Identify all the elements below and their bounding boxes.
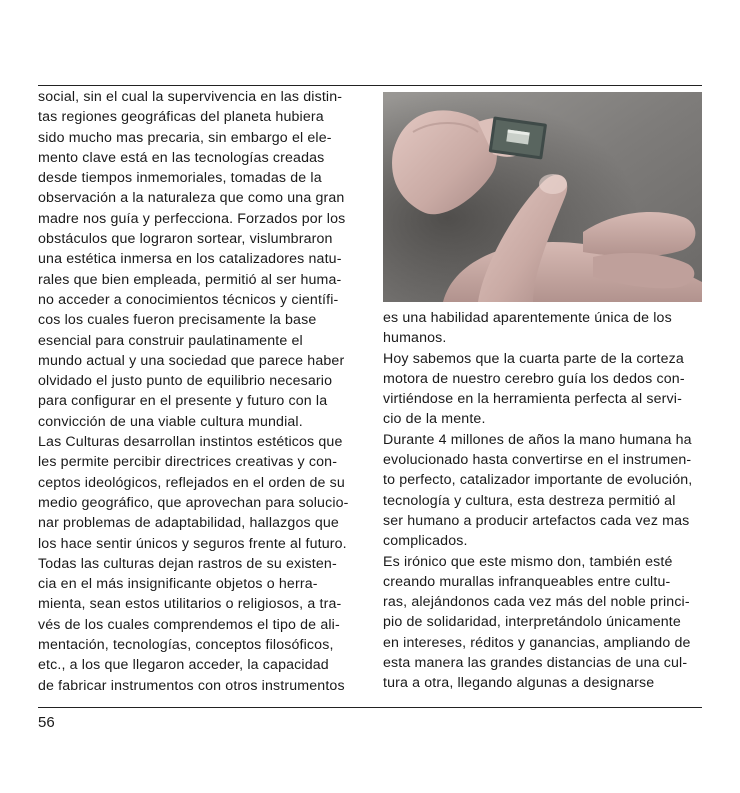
text-line: pio de solidaridad, interpretándolo únicamente [383, 614, 681, 631]
text-line: complicados. [383, 533, 468, 550]
text-line: de fabricar instrumentos con otros instrumentos [38, 677, 345, 694]
text-line: los hace sentir únicos y seguros frente al futuro. [38, 535, 347, 552]
text-line: tecnología y cultura, esta destreza permitió al [383, 492, 676, 509]
left-text-column [38, 87, 368, 696]
text-line: to perfecto, catalizador importante de evolución, [383, 472, 693, 489]
text-line: una estética inmersa en los catalizadores natu- [38, 251, 342, 268]
text-line: ceptos ideológicos, reflejados en el orden de su [38, 474, 345, 491]
text-line: etc., a los que llegaron acceder, la capacidad [38, 657, 329, 674]
text-line: no acceder a conocimientos técnicos y científi- [38, 291, 339, 308]
text-line: convicción de una viable cultura mundial. [38, 413, 303, 430]
text-line: creando murallas infranqueables entre cultu- [383, 573, 671, 590]
text-line: nar problemas de adaptabilidad, hallazgos que [38, 515, 339, 532]
paragraph [38, 554, 368, 696]
text-line: social, sin el cual la supervivencia en las distin- [38, 89, 343, 105]
paragraph [383, 552, 703, 694]
text-line: tura a otra, llegando algunas a designarse [383, 675, 655, 692]
paragraph [38, 87, 368, 432]
text-line: madre nos guía y perfecciona. Forzados por los [38, 210, 346, 227]
paragraph [383, 430, 703, 552]
text-line: cia en el más insignificante objetos o herra- [38, 576, 318, 593]
text-line: rales que bien empleada, permitió al ser huma- [38, 271, 342, 288]
text-line: cio de la mente. [383, 411, 486, 428]
text-line: evolucionado hasta convertirse en el instrumen- [383, 452, 692, 469]
text-line: desde tiempos inmemoriales, tomadas de la [38, 170, 322, 187]
text-line: mienta, sean estos utilitarios o religiosos, a tra- [38, 596, 342, 613]
text-line: Las Culturas desarrollan instintos estéticos que [38, 434, 343, 451]
text-line: sido mucho mas precaria, sin embargo el ele- [38, 129, 332, 146]
text-line: motora de nuestro cerebro guía los dedos con- [383, 370, 685, 387]
text-line: es una habilidad aparentemente única de los [383, 310, 672, 326]
text-line: Todas las culturas dejan rastros de su existen- [38, 555, 337, 572]
text-line: mentación, tecnologías, conceptos filosóficos, [38, 637, 334, 654]
text-line: para configurar en el presente y futuro con la [38, 393, 328, 410]
text-line: humanos. [383, 330, 447, 347]
text-line: ras, alejándonos cada vez más del noble princi- [383, 594, 690, 611]
bottom-rule [38, 707, 702, 708]
page-number: 56 [38, 714, 55, 731]
text-line: les permite percibir directrices creativas y con- [38, 454, 338, 471]
photo-illustration [383, 92, 702, 302]
text-line: mento clave está en las tecnologías creadas [38, 149, 325, 166]
text-line: virtiéndose en la herramienta perfecta al servi- [383, 391, 682, 408]
hand-holding-microchip-photo [383, 92, 702, 302]
top-rule [38, 85, 702, 86]
text-line: tas regiones geográficas del planeta hubiera [38, 109, 324, 126]
paragraph [383, 308, 703, 349]
text-line: ser humano a producir artefactos cada vez mas [383, 512, 690, 529]
text-line: olvidado el justo punto de equilibrio necesario [38, 373, 333, 390]
text-line: mundo actual y una sociedad que parece haber [38, 352, 345, 369]
text-line: esencial para construir paulatinamente el [38, 332, 303, 349]
text-line: medio geográfico, que aprovechan para solucio- [38, 494, 349, 511]
text-line: en intereses, réditos y ganancias, ampliando de [383, 634, 691, 651]
text-line: observación a la naturaleza que como una gran [38, 190, 345, 207]
text-line: esta manera las grandes distancias de una cul- [383, 655, 688, 672]
text-line: Durante 4 millones de años la mano humana ha [383, 431, 692, 448]
paragraph [383, 349, 703, 430]
right-text-column [383, 308, 703, 694]
text-line: vés de los cuales comprendemos el tipo de ali- [38, 616, 340, 633]
text-line: obstáculos que lograron sortear, vislumbraron [38, 231, 333, 248]
text-line: cos los cuales fueron precisamente la base [38, 312, 317, 329]
text-line: Es irónico que este mismo don, también esté [383, 553, 673, 570]
paragraph [38, 432, 368, 554]
text-line: Hoy sabemos que la cuarta parte de la corteza [383, 350, 684, 367]
